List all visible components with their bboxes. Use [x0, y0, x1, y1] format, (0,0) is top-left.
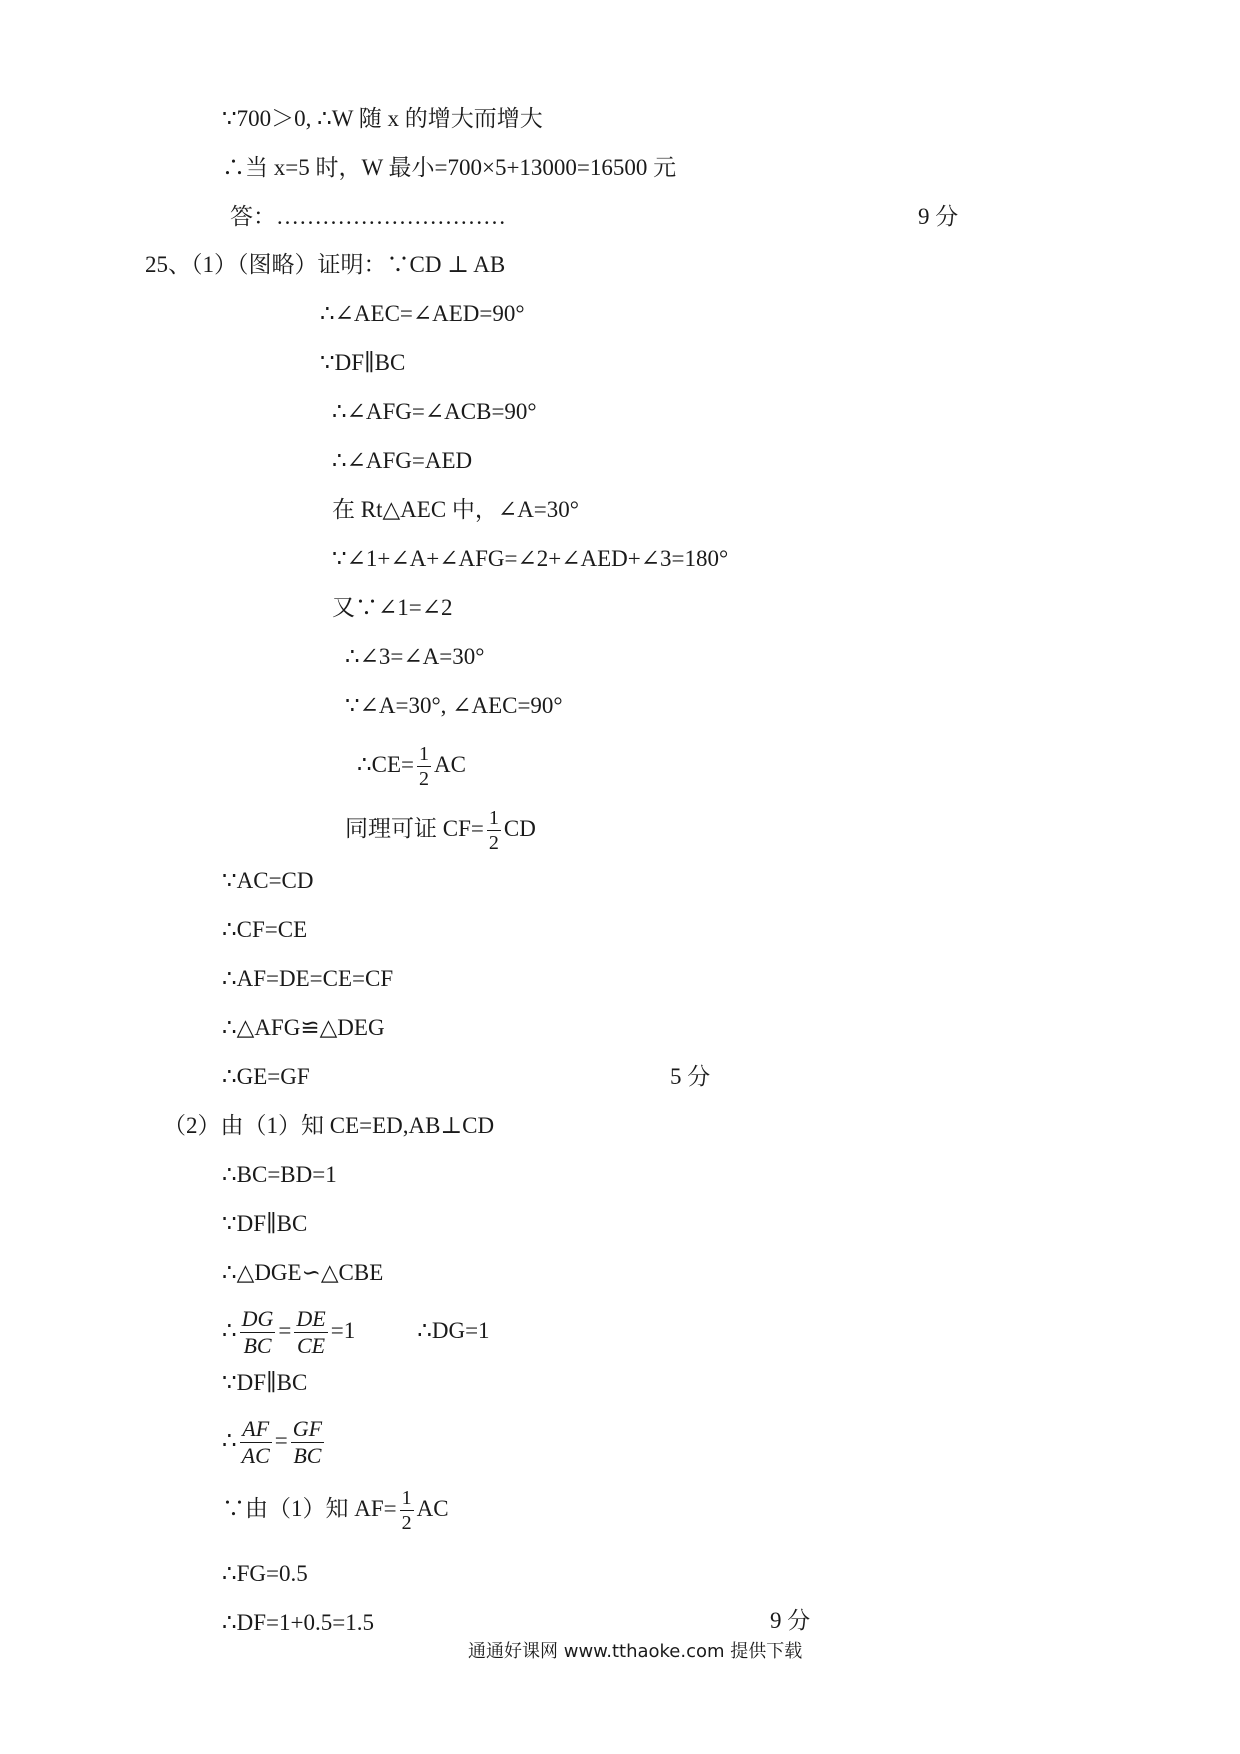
- proof-line: ∴GE=GF: [222, 1064, 310, 1089]
- proof-line: ∵DF∥BC: [222, 1211, 308, 1236]
- answer-line: 答：…………………………: [230, 204, 506, 229]
- fraction-de-ce: [294, 1306, 327, 1359]
- fraction-suffix: =1: [330, 1318, 356, 1343]
- problem-part-heading: （2）由（1）知 CE=ED,AB⊥CD: [163, 1113, 495, 1138]
- fraction-one-half: [417, 742, 431, 791]
- fraction-gf-bc: [291, 1416, 324, 1469]
- proof-line: ∴CF=CE: [222, 917, 308, 942]
- fraction-prefix: ∴: [222, 1318, 237, 1343]
- proof-line: ∴∠AFG=AED: [332, 448, 473, 473]
- fraction-suffix: AC: [416, 1496, 449, 1521]
- fraction-numerator: GF: [292, 1416, 323, 1442]
- fraction-prefix: ∴CE=: [357, 752, 414, 777]
- proof-conclusion: ∴DG=1: [417, 1318, 490, 1343]
- proof-line: ∵∠A=30°, ∠AEC=90°: [345, 693, 563, 718]
- fraction-denominator: AC: [241, 1443, 270, 1469]
- score-label: 9 分: [770, 1608, 811, 1633]
- proof-line: ∴DF=1+0.5=1.5: [222, 1610, 374, 1635]
- solution-line: ∵700＞0, ∴W 随 x 的增大而增大: [222, 106, 543, 131]
- proof-line: ∵AC=CD: [222, 868, 314, 893]
- proof-line: ∵∠1+∠A+∠AFG=∠2+∠AED+∠3=180°: [332, 546, 729, 571]
- proof-line: ∵DF∥BC: [222, 1370, 308, 1395]
- proof-line: 又∵∠1=∠2: [332, 595, 453, 620]
- page-footer: 通通好课网 www.tthaoke.com 提供下载: [468, 1641, 803, 1662]
- fraction-numerator: 1: [401, 1487, 412, 1510]
- fraction-denominator: 2: [419, 768, 429, 791]
- fraction-prefix: 同理可证 CF=: [345, 816, 484, 841]
- proof-line: ∴∠AEC=∠AED=90°: [320, 301, 525, 326]
- proof-line-fraction: [222, 1412, 327, 1470]
- fraction-one-half: [400, 1486, 414, 1535]
- fraction-suffix: AC: [434, 752, 466, 777]
- proof-line: 在 Rt△AEC 中，∠A=30°: [332, 497, 579, 522]
- fraction-numerator: 1: [419, 743, 429, 766]
- fraction-denominator: 2: [488, 832, 499, 855]
- proof-line-fraction: [345, 800, 536, 858]
- proof-line-fraction: [222, 1480, 449, 1538]
- proof-line: ∴△AFG≌△DEG: [222, 1015, 385, 1040]
- fraction-denominator: CE: [297, 1333, 326, 1359]
- fraction-prefix: ∵由（1）知 AF=: [222, 1496, 397, 1521]
- equals-sign: =: [278, 1318, 292, 1343]
- fraction-one-half: [487, 806, 501, 855]
- proof-line-fraction: [357, 736, 466, 794]
- fraction-numerator: AF: [240, 1416, 272, 1443]
- problem-heading: 25、（1）（图略）证明：∵CD ⊥ AB: [145, 252, 506, 277]
- fraction-denominator: 2: [401, 1512, 412, 1535]
- proof-line: ∴∠AFG=∠ACB=90°: [332, 399, 537, 424]
- fraction-numerator: DE: [296, 1306, 326, 1332]
- proof-line: ∴△DGE∽△CBE: [222, 1260, 384, 1285]
- fraction-denominator: BC: [243, 1333, 272, 1359]
- fraction-prefix: ∴: [222, 1428, 237, 1453]
- solution-line: ∴当 x=5 时，W 最小=700×5+13000=16500 元: [222, 155, 677, 180]
- fraction-numerator: DG: [241, 1306, 274, 1332]
- fraction-suffix: CD: [503, 816, 536, 841]
- equals-sign: =: [274, 1428, 288, 1453]
- score-label: 5 分: [670, 1064, 711, 1089]
- proof-line: ∴∠3=∠A=30°: [345, 644, 485, 669]
- proof-line-fraction: [222, 1302, 490, 1360]
- fraction-af-ac: [240, 1416, 272, 1469]
- proof-line: ∵DF∥BC: [320, 350, 406, 375]
- proof-line: ∴BC=BD=1: [222, 1162, 337, 1187]
- proof-line: ∴FG=0.5: [222, 1561, 308, 1586]
- fraction-denominator: BC: [293, 1443, 322, 1469]
- proof-line: ∴AF=DE=CE=CF: [222, 966, 394, 991]
- fraction-numerator: 1: [488, 807, 499, 830]
- fraction-dg-bc: [240, 1306, 276, 1359]
- score-label: 9 分: [918, 204, 959, 229]
